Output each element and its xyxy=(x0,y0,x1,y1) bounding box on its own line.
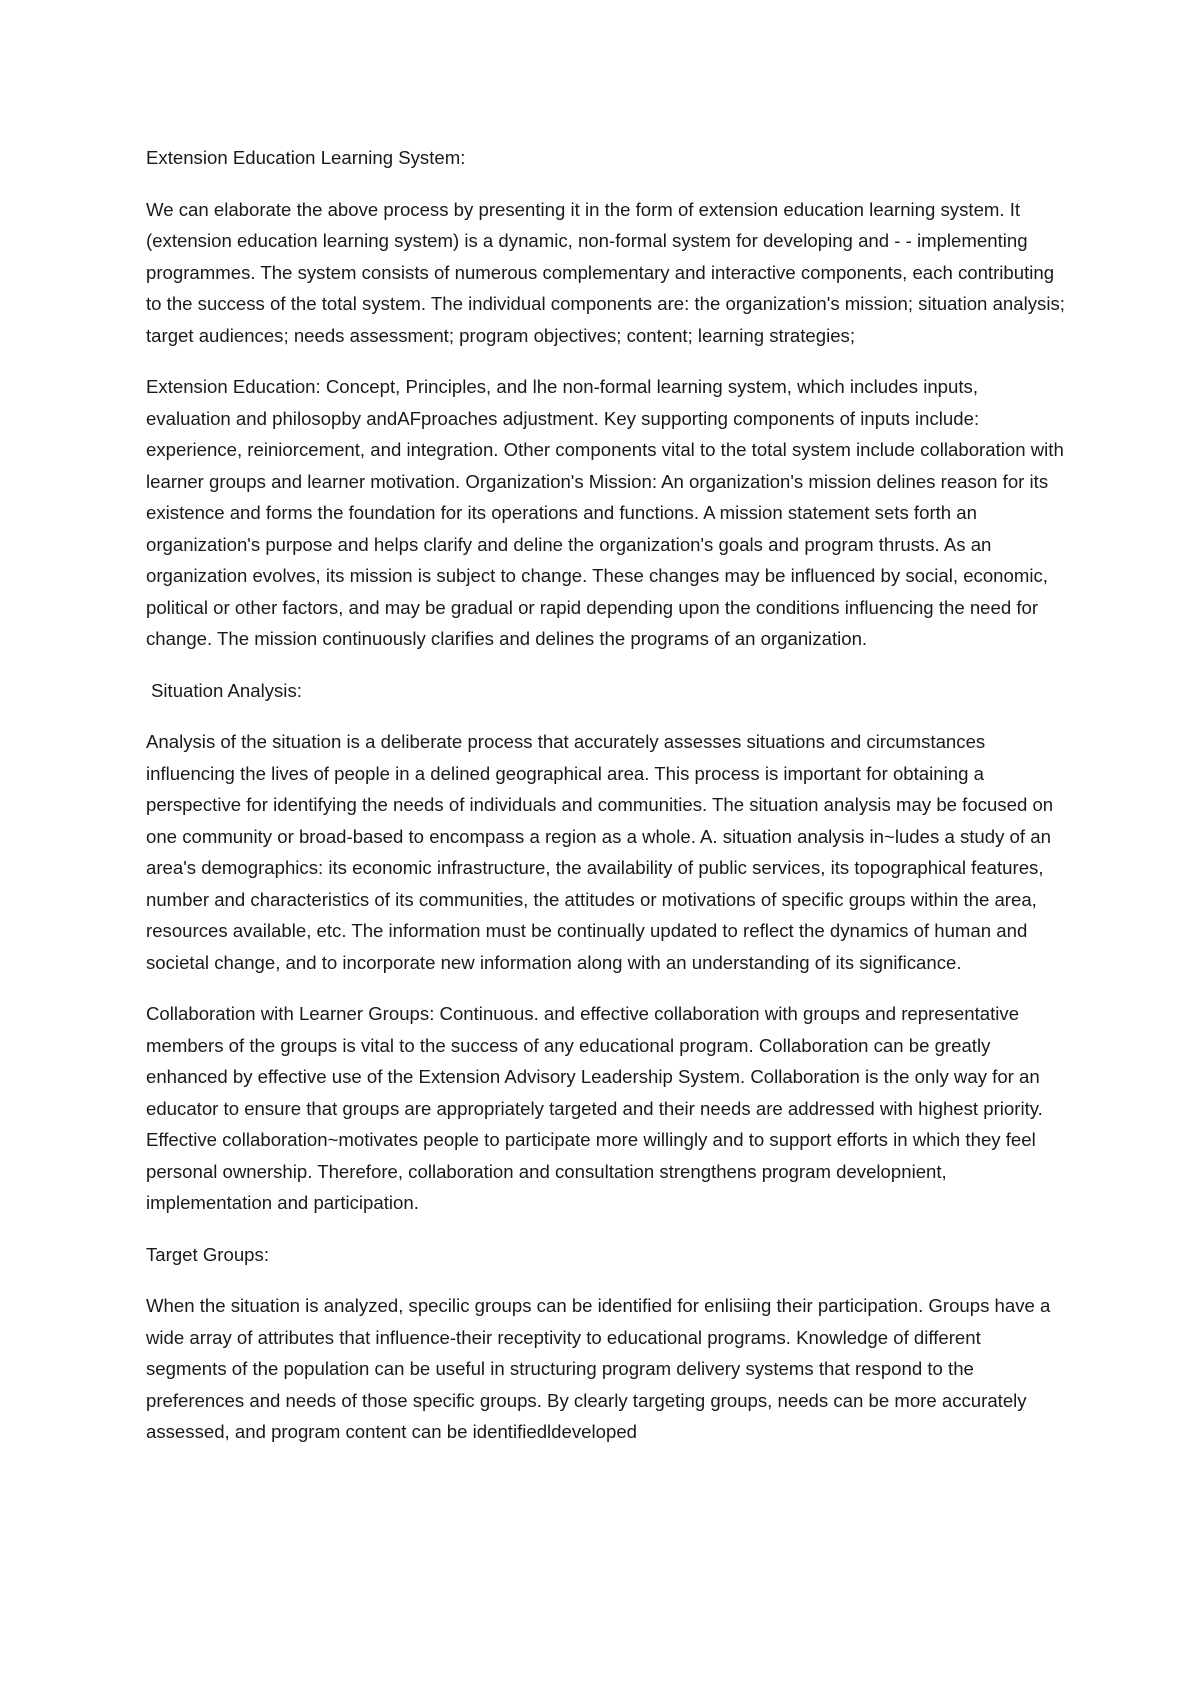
paragraph-situation-analysis: Analysis of the situation is a deliberate process that accurately assesses situations and circumstances influencing the lives of people in a delined geographical area. This process is important for obtaining a perspective for identifying the needs of individuals and communities. The situation analysis may be focused on one community or broad-based to encompass a region as a whole. A. situation analysis in~ludes a study of an area's demographics: its economic infrastructure, the availability of public services, its topographical features, number and characteristics of its communities, the attitudes or motivations of specific groups within the area, resources available, etc. The information must be continually updated to reflect the dynamics of human and societal change, and to incorporate new information along with an understanding of its significance. xyxy=(146,731,1054,973)
paragraph-target-groups: When the situation is analyzed, specilic groups can be identified for enlisiing their participation. Groups have a wide array of attributes that influence-their receptivity to educational programs. Knowledge of different segments of the population can be useful in structuring program delivery systems that respond to the preferences and needs of those specific groups. By clearly targeting groups, needs can be more accurately assessed, and program content can be identifiedldeveloped xyxy=(146,1295,1051,1442)
document-body xyxy=(146,142,1066,1468)
section-heading-target-groups: Target Groups: xyxy=(146,1243,269,1265)
section-heading-learning-system: Extension Education Learning System: xyxy=(146,147,466,168)
paragraph-concept-principles: Extension Education: Concept, Principles, and lhe non-formal learning system, which includes inputs, evaluation and philosopby andAFproaches adjustment. Key supporting components of inputs include: experience, reiniorcement, and integration. Other components vital to the total system include collaboration with learner groups and learner motivation. Organization's Mission: An organization's mission delines reason for its existence and forms the foundation for its operations and functions. A mission statement sets forth an organization's purpose and helps clarify and deline the organization's goals and program thrusts. As an organization evolves, its mission is subject to change. These changes may be influenced by social, economic, political or other factors, and may be gradual or rapid depending upon the conditions influencing the need for change. The mission continuously clarifies and delines the programs of an organization. xyxy=(146,376,1064,649)
section-heading-situation-analysis: Situation Analysis: xyxy=(151,679,302,701)
paragraph-learning-system: We can elaborate the above process by presenting it in the form of extension education learning system. It (extension education learning system) is a dynamic, non-formal system for developing and - - implementing programmes. The system consists of numerous complementary and interactive components, each contributing to the success of the total system. The individual components are: the organization's mission; situation analysis; target audiences; needs assessment; program objectives; content; learning strategies; xyxy=(146,198,1065,346)
paragraph-collaboration: Collaboration with Learner Groups: Continuous. and effective collaboration with groups and representative members of the groups is vital to the success of any educational program. Collaboration can be greatly enhanced by effective use of the Extension Advisory Leadership System. Collaboration is the only way for an educator to ensure that groups are appropriately targeted and their needs are addressed with highest priority. Effective collaboration~motivates people to participate more willingly and to support efforts in which they feel personal ownership. Therefore, collaboration and consultation strengthens program developnient, implementation and participation. xyxy=(146,1003,1043,1213)
